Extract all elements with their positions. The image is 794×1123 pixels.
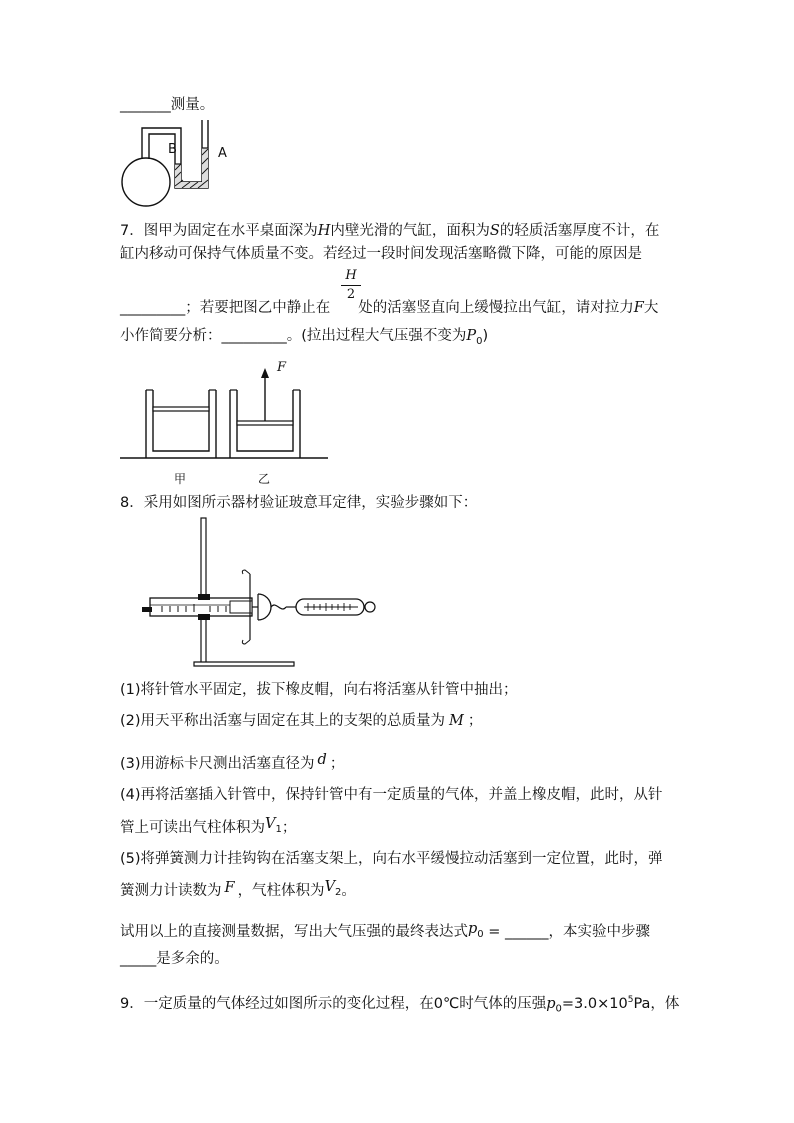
label-a: A [218, 146, 227, 161]
force-label: F [277, 360, 287, 375]
q6-tail-line: _______测量。 [120, 97, 215, 113]
q7-line1: 7．图甲为固定在水平桌面深为H内壁光滑的气缸，面积为S的轻质活塞厚度不计，在 [120, 223, 660, 239]
q8-step4-line1: (4)再将活塞插入针管中，保持针管中有一定质量的气体，并盖上橡皮帽，此时，从针 [120, 787, 663, 803]
q8-step5-line1: (5)将弹簧测力计挂钩钩在活塞支架上，向右水平缓慢拉动活塞到一定位置，此时，弹 [120, 851, 663, 867]
q9-line1: 9．一定质量的气体经过如图所示的变化过程，在0℃时气体的压强$p_0=3.0\times 10^5Pa$，体 [120, 995, 680, 1015]
q7-line2: 缸内移动可保持气体质量不变。若经过一段时间发现活塞略微下降，可能的原因是 [120, 246, 642, 262]
q8-ask-line2: _____是多余的。 [120, 951, 229, 967]
label-jia: 甲 [174, 472, 187, 486]
q7-line3: _________；若要把图乙中静止在 处的活塞竖直向上缓慢拉出气缸，请对拉力F大 [120, 300, 659, 316]
fraction-h-over-2: H 2 [341, 268, 361, 303]
q8-ask-line1: 试用以上的直接测量数据，写出大气压强的最终表达式$p_0$ = ______，本实验中步骤 [120, 921, 651, 940]
answer-blank: _______ [120, 97, 171, 113]
cylinders-figure [118, 354, 333, 464]
q8-step3: (3)用游标卡尺测出活塞直径为 d ； [120, 752, 345, 772]
label-b: B [168, 142, 177, 157]
q8-step5-line2: 簧测力计读数为 F ，气柱体积为$V_2$。 [120, 879, 356, 899]
q8-intro: 8．采用如图所示器材验证玻意耳定律，实验步骤如下： [120, 495, 478, 511]
q8-step4-line2: 管上可读出气柱体积为$V_1$； [120, 816, 297, 836]
q8-step1: (1)将针管水平固定，拔下橡皮帽，向右将活塞从针管中抽出； [120, 682, 518, 698]
syringe-figure [140, 516, 380, 668]
q7-line4: 小作简要分析：_________。(拉出过程大气压强不变为$P_0$) [120, 328, 489, 347]
q8-step2: (2)用天平称出活塞与固定在其上的支架的总质量为 M ； [120, 713, 483, 729]
manometer-figure [118, 118, 228, 210]
label-yi: 乙 [258, 472, 271, 486]
